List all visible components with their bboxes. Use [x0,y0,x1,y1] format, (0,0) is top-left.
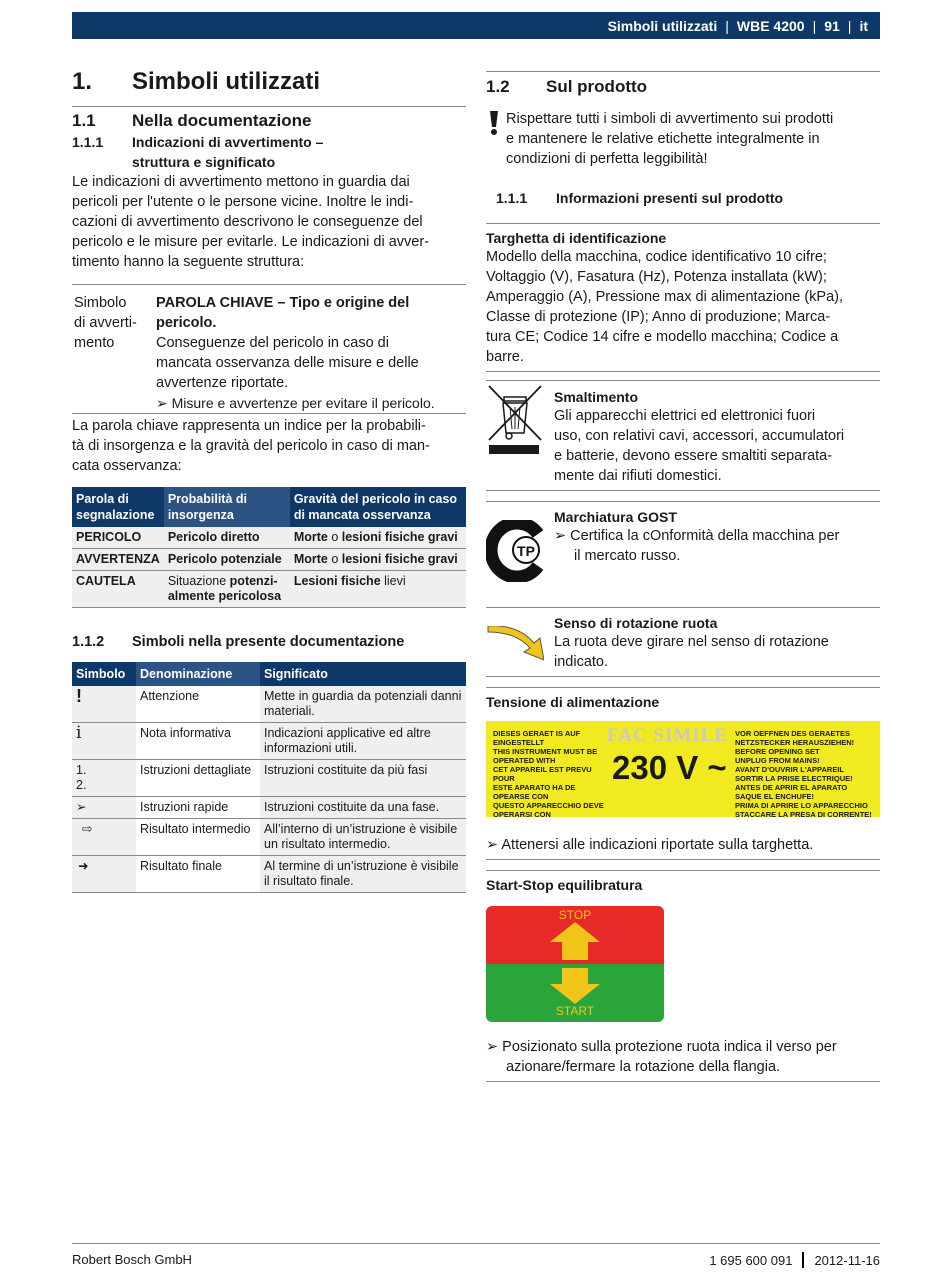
table-cell: Indicazioni applicative ed altre informazioni utili. [260,723,466,760]
column-header: Gravità del pericolo in caso di mancata osservanza [290,487,466,527]
startstop-note [486,1037,880,1077]
solid-arrow-icon: ➜ [72,856,136,893]
text-line: PRIMA DI APRIRE LO APPARECCHIO [735,801,868,810]
signal-word-table [72,487,466,608]
text-line: cazioni di avvertimento descrivono le conseguenze del [72,214,423,230]
table-cell: Pericolo potenziale [164,549,290,571]
table-cell [164,571,290,608]
text: potenzi-almente pericolosa [167,574,282,603]
column-header: Simbolo [72,662,136,686]
footer-divider [802,1252,804,1268]
text-line: ESTE APARATO HA DE [493,783,576,792]
symbols-table [72,662,466,893]
table-cell: Istruzioni dettagliate [136,760,260,797]
header-page: 91 [824,17,840,34]
text-line: ANTES DE APRIR EL APARATO [735,783,848,792]
disposal-title: Smaltimento [554,389,639,405]
rotation-title: Senso di rotazione ruota [554,615,718,631]
text-line: OPERATED WITH [493,756,556,765]
text-line: pericolo. [156,315,217,331]
section-title: Sul prodotto [546,77,648,96]
text: Morte [293,552,328,566]
text-line: e batterie, devono essere smaltiti separata- [554,448,833,464]
text-line: BEFORE OPENING SET [735,747,820,756]
text-line: di avverti- [74,315,137,331]
text-line: PAROLA CHIAVE – Tipo e origine del [156,295,410,311]
disposal-section [486,383,880,486]
header-separator: | [812,17,817,34]
table-header-row [72,487,466,527]
table-cell [72,686,136,723]
text: lesioni fisiche gravi [341,552,458,566]
warning-structure-text [156,293,466,413]
footer-company: Robert Bosch GmbH [72,1252,192,1267]
voltage-label-image [486,721,880,817]
wheelie-bin-crossed-icon [486,383,544,457]
warning-structure-box [72,284,466,414]
text-line: CET APPAREIL EST PREVU [493,765,592,774]
stop-label: STOP [558,908,592,922]
section-1-heading [72,68,466,107]
gost-mark-icon [486,520,544,582]
text-line: timento hanno la seguente struttura: [72,254,305,270]
exclamation-icon [486,109,506,139]
section-1-1-1-heading [72,132,466,172]
text: Lesioni fisiche [293,574,381,588]
intro-paragraph [72,172,466,272]
text-line: THIS INSTRUMENT MUST BE [493,747,598,756]
text-line: OPEARSE CON [493,792,549,801]
text-line: Modello della macchina, codice identificativo 10 cifre; [486,249,827,265]
left-column [72,60,466,893]
product-note [486,109,880,169]
text: Morte [293,530,328,544]
text-line: SORTIR LA PRISE ELECTRIQUE! [735,774,853,783]
text-line: tura CE; Codice 14 cifre e modello macchina; Codice a [486,329,839,345]
table-row [72,797,466,819]
gost-section [486,508,880,582]
section-title: Simboli utilizzati [132,68,321,95]
nameplate-text [486,247,880,367]
table-cell: Risultato intermedio [136,819,260,856]
column-header: Probabilità di insorgenza [164,487,290,527]
text-line: pericolo e le misure per evitarle. Le indicazioni di avver- [72,234,430,250]
voltage-value: 230 V ~ [612,749,727,786]
text-line: uso, con relativi cavi, accessori, accumulatori [554,428,845,444]
header-separator: | [725,17,729,34]
section-number: 1.1.1 [72,134,104,150]
nameplate-section [486,229,880,367]
table-cell: Istruzioni costituite da più fasi [260,760,466,797]
text-line: barre. [486,349,524,365]
table-cell: Istruzioni costituite da una fase. [260,797,466,819]
info-icon: i [76,723,82,743]
title-line: Indicazioni di avvertimento – [132,134,324,150]
arrowhead-icon: ➢ [72,797,136,819]
text: o [327,552,342,566]
section-number: 1.1.2 [72,634,105,650]
section-title: Informazioni presenti sul prodotto [556,190,784,206]
text-line: avvertenze riportate. [156,375,289,391]
exclamation-icon: ! [76,686,82,706]
text-line: cata osservanza: [72,458,182,474]
fac-simile-watermark: FAC SIMILE [607,725,729,746]
text-line: ➢ Misure e avvertenze per evitare il pericolo. [156,395,435,411]
startstop-label-image [486,906,664,1022]
text-line: Classe di protezione (IP); Anno di produzione; Marca- [486,309,831,325]
outline-arrow-icon: ⇨ [72,819,136,856]
text-line: Rispettare tutti i simboli di avvertimento sui prodotti [506,111,834,127]
section-title: Simboli nella presente documentazione [132,634,405,650]
keyword-paragraph [72,416,466,476]
table-cell [72,723,136,760]
column-header: Parola di segnalazione [72,487,164,527]
header-title: Simboli utilizzati [607,17,718,34]
table-row [72,571,466,608]
disposal-text [554,383,844,486]
table-cell: Mette in guardia da potenziali danni materiali. [260,686,466,723]
text-line: azionare/fermare la rotazione della flangia. [506,1059,781,1075]
svg-text:TP: TP [517,543,535,559]
table-row [72,760,466,797]
footer-right [709,1252,880,1268]
table-row [72,856,466,893]
section-1-1-heading [72,111,466,131]
text-line: POUR [493,774,515,783]
table-cell: Istruzioni rapide [136,797,260,819]
header-model: WBE 4200 [736,17,805,34]
gost-title: Marchiatura GOST [554,509,677,525]
section-title: Nella documentazione [132,111,312,130]
product-note-text [506,109,833,169]
header-separator: | [847,17,852,34]
nameplate-title: Targhetta di identificazione [486,230,667,246]
table-cell: Al termine di un’istruzione è visibile il risultato finale. [260,856,466,893]
text-line: La parola chiave rappresenta un indice per la probabili- [72,418,426,434]
section-1-1-2-heading [72,632,466,652]
section-info-heading [486,188,880,208]
text-line: Conseguenze del pericolo in caso di [156,335,389,351]
rotation-text [554,614,829,672]
text-line: ➢ Certifica la cOnformità della macchina per [554,528,840,544]
text-line: AVANT D'OUVRIR L'APPAREIL [735,765,844,774]
section-number: 1. [72,68,93,95]
table-row [72,819,466,856]
text-line: pericoli per l'utente o le persone vicine. Inoltre le indi- [72,194,414,210]
voltage-note: ➢ Attenersi alle indicazioni riportate sulla targhetta. [486,837,814,853]
gost-text [554,508,839,582]
text-line: NETZSTECKER HERAUSZIEHEN! [735,738,855,747]
table-cell [290,571,466,608]
text-line: Simbolo [74,295,127,311]
voltage-label-right-text [735,729,875,819]
column-header: Denominazione [136,662,260,686]
table-row [72,723,466,760]
text-line: OPERARSI CON [493,810,551,819]
table-cell [290,527,466,549]
text-line: QUESTO APPARECCHIO DEVE [493,801,604,810]
section-number: 1.2 [486,77,510,96]
rotation-section [486,614,880,672]
text-line: mento [74,335,115,351]
page-header [72,12,880,39]
text-line: ➢ Posizionato sulla protezione ruota indica il verso per [486,1039,837,1055]
table-cell [290,549,466,571]
text-line: indicato. [554,654,609,670]
text: lievi [380,574,406,588]
text-line: VOR OEFFNEN DES GERAETES [735,729,851,738]
text-line: e mantenere le relative etichette integralmente in [506,131,820,147]
table-cell: All’interno di un’istruzione è visibile un risultato intermedio. [260,819,466,856]
table-cell: Attenzione [136,686,260,723]
table-cell: Pericolo diretto [164,527,290,549]
text-line: Amperaggio (A), Pressione max di alimentazione (kPa), [486,289,844,305]
section-title [132,132,323,172]
section-number: 1.1.1 [496,190,528,206]
footer-code: 1 695 600 091 [709,1252,793,1268]
text: lesioni fisiche gravi [341,530,458,544]
text-line: DIESES GERAET IS AUF [493,729,581,738]
text-line: mente dai rifiuti domestici. [554,468,722,484]
text-line: La ruota deve girare nel senso di rotazione [554,634,829,650]
table-row [72,686,466,723]
text-line: EINGESTELLT [493,738,545,747]
numbered-list-icon: 1. 2. [72,760,136,797]
section-number: 1.1 [72,111,96,130]
title-line: struttura e significato [132,154,276,170]
table-row [72,549,466,571]
table-cell: CAUTELA [72,571,164,608]
section-1-2-heading [486,77,880,97]
text-line: SAQUE EL ENCHUFE! [735,792,815,801]
startstop-title: Start-Stop equilibratura [486,877,643,893]
text-line: UNPLUG FROM MAINS! [735,756,820,765]
text-line: tà di insorgenza e la gravità del pericolo in caso di man- [72,438,430,454]
text-line: STACCARE LA PRESA DI CORRENTE! [735,810,872,819]
text: Situazione [167,574,230,588]
text-line: il mercato russo. [574,548,681,564]
column-header: Significato [260,662,466,686]
text-line: Gli apparecchi elettrici ed elettronici fuori [554,408,816,424]
text: o [327,530,342,544]
right-column [486,60,880,1082]
voltage-title: Tensione di alimentazione [486,694,660,710]
table-header-row [72,662,466,686]
start-label: START [555,1004,595,1018]
warning-symbol-label [74,293,156,413]
header-lang: it [859,17,868,34]
footer-date: 2012-11-16 [814,1252,880,1268]
table-cell: Risultato finale [136,856,260,893]
text-line: condizioni di perfetta leggibilità! [506,151,708,167]
rotation-arrow-icon [486,626,544,670]
table-cell: PERICOLO [72,527,164,549]
text-line: Le indicazioni di avvertimento mettono in guardia dai [72,174,410,190]
table-cell: Nota informativa [136,723,260,760]
voltage-label-left-text [493,729,613,819]
page-footer [72,1243,880,1268]
text-line: mancata osservanza delle misure e delle [156,355,419,371]
table-row [72,527,466,549]
text-line: Voltaggio (V), Fasatura (Hz), Potenza installata (kW); [486,269,827,285]
table-cell: AVVERTENZA [72,549,164,571]
